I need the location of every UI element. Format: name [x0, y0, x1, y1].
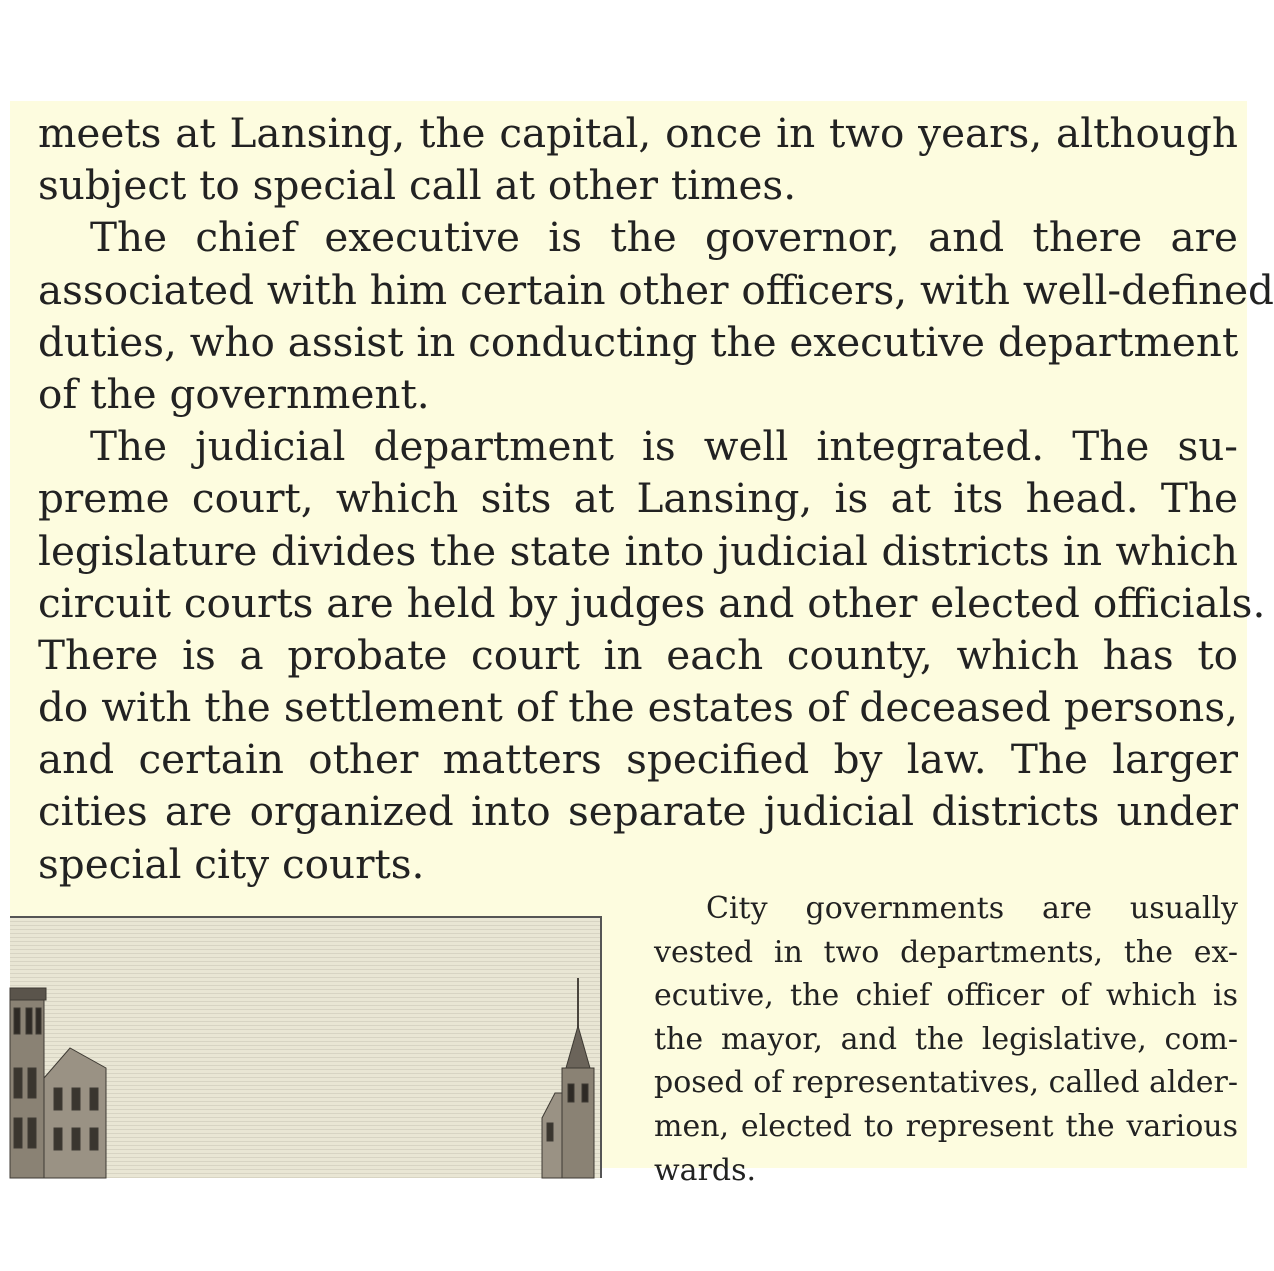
page-clipping: [10, 101, 1274, 1188]
text-line: special city courts.: [38, 839, 425, 888]
text-line: men, elected to represent the various: [654, 1108, 1238, 1144]
building-engraving-drawing: [10, 918, 600, 1178]
text-line: the mayor, and the legislative, com-: [654, 1021, 1238, 1057]
text-line: vested in two departments, the ex-: [654, 934, 1238, 970]
text-line: ecutive, the chief officer of which is: [654, 978, 1238, 1014]
building-engraving: [10, 916, 602, 1178]
text-line: posed of representatives, called alder-: [654, 1065, 1238, 1101]
text-line: cities are organized into separate judicial districts under: [38, 787, 1238, 836]
side-text-block: [654, 887, 1238, 1188]
text-line: duties, who assist in conducting the executive department: [38, 317, 1239, 366]
text-line: subject to special call at other times.: [38, 161, 797, 210]
main-text-block: [38, 107, 1274, 890]
text-line: legislature divides the state into judicial districts in which: [38, 526, 1238, 575]
text-line: preme court, which sits at Lansing, is at its head. The: [38, 474, 1238, 523]
text-line: City governments are usually: [706, 891, 1238, 926]
text-line: The judicial department is well integrated. The su-: [90, 422, 1238, 471]
text-line: The chief executive is the governor, and there are: [90, 213, 1238, 262]
text-line: There is a probate court in each county, which has to: [38, 630, 1238, 679]
text-line: do with the settlement of the estates of deceased persons,: [38, 683, 1238, 732]
text-line: of the government.: [38, 369, 430, 418]
text-line: meets at Lansing, the capital, once in two years, although: [38, 109, 1238, 157]
text-line: associated with him certain other officers, with well-defined: [38, 265, 1274, 314]
text-line: circuit courts are held by judges and other elected officials.: [38, 578, 1266, 627]
text-line: wards.: [654, 1152, 757, 1188]
text-line: and certain other matters specified by law. The larger: [38, 735, 1238, 784]
